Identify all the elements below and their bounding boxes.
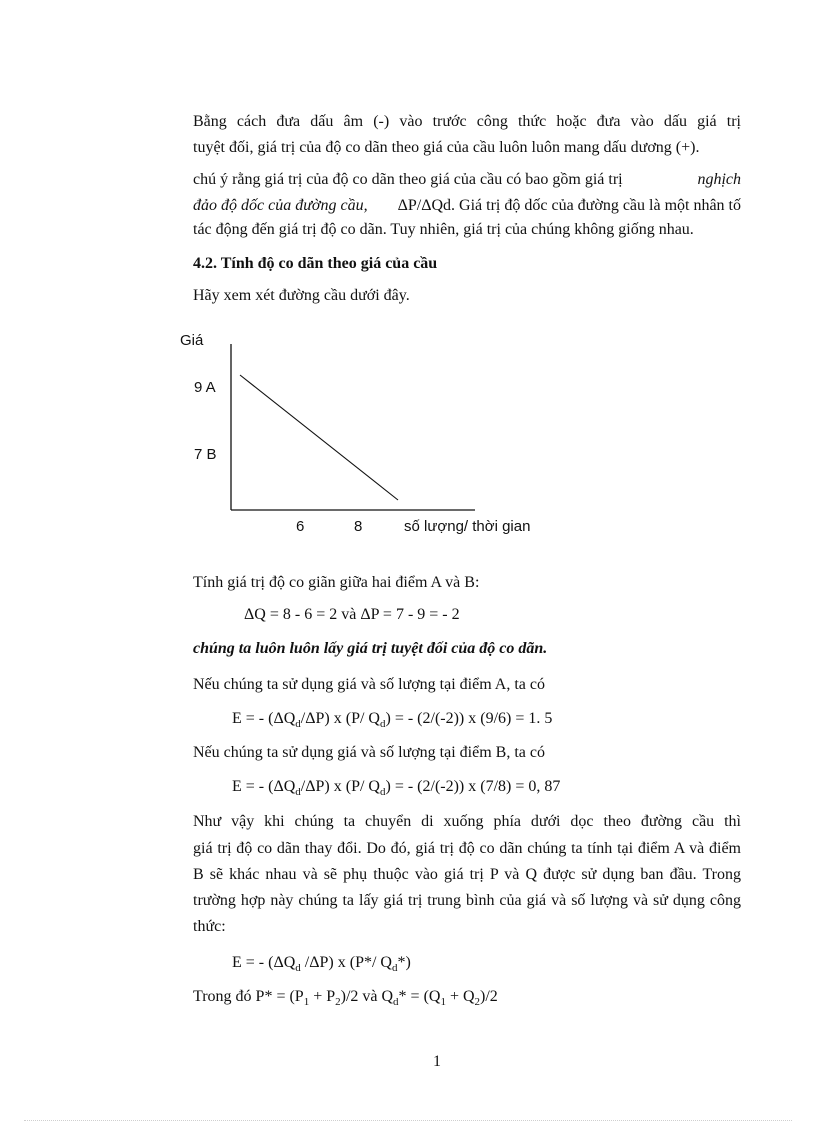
paragraph-8-part-e: + Q [445,988,475,1005]
paragraph-3: Hãy xem xét đường cầu dưới đây. [193,287,410,304]
page-bottom-border [24,1120,792,1121]
paragraph-8-part-b: + P [309,988,336,1005]
paragraph-8-sub-p1: 1 [303,996,310,1009]
equation-4-part-a: E = - (ΔQ [232,954,296,971]
graph-x-tick-6: 6 [296,518,305,535]
paragraph-1-line-2: tuyệt đối, giá trị của độ co dãn theo giá của cầu luôn luôn mang dấu dương (+). [193,139,700,156]
paragraph-7-line-2: giá trị độ co dãn thay đổi. Do đó, giá trị độ co dãn chúng ta tính tại điểm A và điểm [193,840,741,857]
page-number: 1 [433,1053,441,1070]
equation-3-sub-1: d [295,786,301,799]
paragraph-8-sub-q2: 2 [474,996,481,1009]
paragraph-7-line-3: B sẽ khác nhau và sẽ phụ thuộc vào giá trị P và Q được sử dụng ban đầu. Trong [193,866,741,883]
equation-2-part-a: E = - (ΔQ [232,710,296,727]
graph-point-b-label: 7 B [194,446,217,463]
equation-2-sub-2: d [379,718,386,731]
equation-3 [232,778,560,798]
paragraph-2-line-1 [193,171,741,189]
section-heading: 4.2. Tính độ co dãn theo giá của cầu [193,255,438,272]
paragraph-4: Tính giá trị độ co giãn giữa hai điểm A và B: [193,574,480,591]
absolute-value-note: chúng ta luôn luôn lấy giá trị tuyệt đối của độ co dãn. [193,640,548,657]
equation-2 [232,710,552,730]
equation-4-part-c: *) [397,954,411,971]
paragraph-8-part-c: )/2 và Q [340,988,394,1005]
equation-3-part-c: ) = - (2/(-2)) x (7/8) = 0, 87 [385,778,561,795]
paragraph-8-part-a: Trong đó P* = (P [193,988,304,1005]
graph-x-label: số lượng/ thời gian [404,518,531,535]
equation-2-part-b: /ΔP) x (P/ Q [300,710,380,727]
paragraph-2-line-1-italic: nghịch [697,171,741,188]
paragraph-2-line-1-text: chú ý rằng giá trị của độ co dãn theo giá của cầu có bao gồm giá trị [193,171,623,188]
paragraph-7-line-1: Như vậy khi chúng ta chuyển di xuống phía dưới dọc theo đường cầu thì [193,813,741,830]
paragraph-1-line-1: Bằng cách đưa dấu âm (-) vào trước công thức hoặc đưa vào dấu giá trị [193,113,741,130]
paragraph-8 [193,988,498,1008]
equation-2-sub-1: d [295,718,301,731]
equation-3-part-a: E = - (ΔQ [232,778,296,795]
paragraph-8-sub-q1: 1 [440,996,446,1009]
equation-4-sub-2: d [391,962,398,975]
graph-y-label: Giá [180,332,204,349]
paragraph-2-line-2-text: ΔP/ΔQd. Giá trị độ dốc của đường cầu là một nhân tố [397,197,741,214]
graph-point-a-label: 9 A [194,379,216,396]
paragraph-7-line-5: thức: [193,918,226,935]
equation-3-sub-2: d [379,786,386,799]
graph-x-tick-8: 8 [354,518,363,535]
demand-curve-line [240,375,398,500]
paragraph-8-sub-p2: 2 [335,996,341,1009]
paragraph-5: Nếu chúng ta sử dụng giá và số lượng tại điểm A, ta có [193,676,545,693]
paragraph-2-line-3: tác động đến giá trị độ co dãn. Tuy nhiên, giá trị của chúng không giống nhau. [193,221,694,238]
paragraph-8-part-d: * = (Q [398,988,441,1005]
equation-4 [232,954,411,974]
paragraph-8-part-f: )/2 [480,988,498,1005]
paragraph-2-line-2-italic: đảo độ dốc của đường cầu, [193,197,368,214]
equation-3-part-b: /ΔP) x (P/ Q [300,778,380,795]
demand-curve-graph [225,340,485,520]
paragraph-7-line-4: trường hợp này chúng ta lấy giá trị trung bình của giá và số lượng và sử dụng công [193,892,741,909]
paragraph-6: Nếu chúng ta sử dụng giá và số lượng tại điểm B, ta có [193,744,545,761]
equation-4-part-b: /ΔP) x (P*/ Q [300,954,392,971]
paragraph-8-sub-qd: d [393,996,399,1009]
equation-1: ΔQ = 8 - 6 = 2 và ΔP = 7 - 9 = - 2 [244,606,460,623]
equation-4-sub-1: d [295,962,301,975]
equation-2-part-c: ) = - (2/(-2)) x (9/6) = 1. 5 [385,710,553,727]
paragraph-2-line-2 [193,197,741,215]
